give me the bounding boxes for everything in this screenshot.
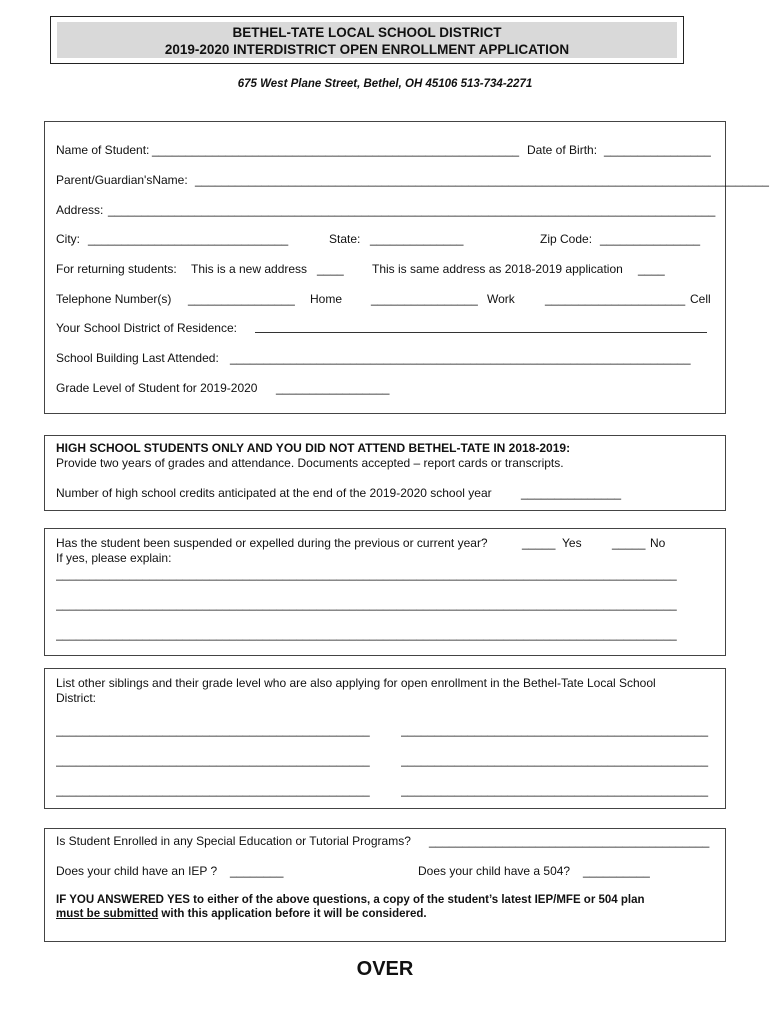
header-banner bbox=[57, 22, 677, 58]
address-label: Address: bbox=[56, 203, 104, 217]
student-name-field[interactable]: _______________________________________________________ bbox=[152, 143, 520, 157]
explain-label: If yes, please explain: bbox=[56, 551, 172, 565]
iep-field[interactable]: ________ bbox=[230, 864, 284, 878]
returning-students-label: For returning students: bbox=[56, 262, 177, 276]
suspension-yes-field[interactable]: _____ bbox=[522, 536, 556, 550]
plan-504-label: Does your child have a 504? bbox=[418, 864, 571, 878]
new-address-label: This is a new address bbox=[191, 262, 308, 276]
credits-label: Number of high school credits anticipated at the end of the 2019-2020 school year bbox=[56, 486, 492, 500]
suspension-yes-label: Yes bbox=[562, 536, 582, 550]
district-address: 675 West Plane Street, Bethel, OH 45106 513-734-2271 bbox=[237, 78, 533, 90]
suspension-no-field[interactable]: _____ bbox=[612, 536, 646, 550]
zip-label: Zip Code: bbox=[540, 232, 593, 246]
explain-line-3[interactable]: _____________________________________________________________________________________________ bbox=[56, 627, 677, 641]
city-label: City: bbox=[56, 232, 80, 246]
home-phone-label: Home bbox=[310, 292, 343, 306]
same-address-label: This is same address as 2018-2019 application bbox=[372, 262, 623, 276]
sibling-field-2a[interactable]: _______________________________________________ bbox=[56, 753, 370, 767]
dob-label: Date of Birth: bbox=[527, 143, 598, 157]
form-title: 2019-2020 INTERDISTRICT OPEN ENROLLMENT APPLICATION bbox=[164, 42, 570, 57]
cell-phone-field[interactable]: _____________________ bbox=[545, 292, 686, 306]
district-title: BETHEL-TATE LOCAL SCHOOL DISTRICT bbox=[232, 25, 502, 40]
iep-notice-line1: IF YOU ANSWERED YES to either of the above questions, a copy of the student’s latest IEP/MFE or 504 plan bbox=[56, 894, 645, 906]
city-field[interactable]: ______________________________ bbox=[88, 232, 289, 246]
zip-field[interactable]: _______________ bbox=[600, 232, 701, 246]
grade-level-label: Grade Level of Student for 2019-2020 bbox=[56, 381, 258, 395]
suspension-no-label: No bbox=[650, 536, 666, 550]
form-header bbox=[50, 16, 684, 64]
siblings-instruction-cont: District: bbox=[56, 691, 96, 705]
sibling-field-1a[interactable]: _______________________________________________ bbox=[56, 723, 370, 737]
sibling-field-1b[interactable]: ______________________________________________ bbox=[401, 723, 708, 737]
address-field[interactable]: ___________________________________________________________________________________________ bbox=[108, 203, 716, 217]
siblings-instruction: List other siblings and their grade level who are also applying for open enrollment in the Bethel-Tate Local School bbox=[56, 676, 656, 690]
sibling-field-3b[interactable]: ______________________________________________ bbox=[401, 783, 708, 797]
work-phone-label: Work bbox=[487, 292, 515, 306]
high-school-note: Provide two years of grades and attendance. Documents accepted – report cards or transcripts. bbox=[56, 456, 564, 470]
cell-phone-label: Cell bbox=[690, 292, 711, 306]
work-phone-field[interactable]: ________________ bbox=[371, 292, 478, 306]
student-name-label: Name of Student: bbox=[56, 143, 150, 157]
special-ed-field[interactable]: __________________________________________ bbox=[429, 834, 710, 848]
sibling-field-2b[interactable]: ______________________________________________ bbox=[401, 753, 708, 767]
high-school-heading: HIGH SCHOOL STUDENTS ONLY AND YOU DID NOT ATTEND BETHEL-TATE IN 2018-2019: bbox=[56, 441, 571, 455]
over-indicator: OVER bbox=[356, 958, 414, 980]
must-be-submitted-text: must be submitted bbox=[56, 908, 159, 920]
suspension-question: Has the student been suspended or expelled during the previous or current year? bbox=[56, 536, 488, 550]
guardian-name-label: Parent/Guardian'sName: bbox=[56, 173, 188, 187]
explain-line-1[interactable]: _____________________________________________________________________________________________ bbox=[56, 567, 677, 581]
building-attended-label: School Building Last Attended: bbox=[56, 351, 219, 365]
iep-label: Does your child have an IEP ? bbox=[56, 864, 218, 878]
district-residence-label: Your School District of Residence: bbox=[56, 321, 237, 335]
same-address-field[interactable]: ____ bbox=[638, 262, 665, 276]
guardian-name-field[interactable]: ______________________________________________________________________________________ bbox=[195, 173, 769, 187]
grade-level-field[interactable]: _________________ bbox=[276, 381, 390, 395]
building-attended-field[interactable]: _____________________________________________________________________ bbox=[230, 351, 691, 365]
special-ed-question: Is Student Enrolled in any Special Education or Tutorial Programs? bbox=[56, 834, 411, 848]
dob-field[interactable]: ________________ bbox=[604, 143, 711, 157]
iep-notice-line2 bbox=[56, 908, 427, 920]
state-label: State: bbox=[329, 232, 361, 246]
district-residence-field[interactable] bbox=[255, 332, 707, 333]
telephone-label: Telephone Number(s) bbox=[56, 292, 172, 306]
notice-rest-text: with this application before it will be considered. bbox=[158, 908, 427, 920]
credits-field[interactable]: _______________ bbox=[521, 486, 622, 500]
home-phone-field[interactable]: ________________ bbox=[188, 292, 295, 306]
explain-line-2[interactable]: _____________________________________________________________________________________________ bbox=[56, 597, 677, 611]
new-address-field[interactable]: ____ bbox=[317, 262, 344, 276]
plan-504-field[interactable]: __________ bbox=[583, 864, 650, 878]
sibling-field-3a[interactable]: _______________________________________________ bbox=[56, 783, 370, 797]
state-field[interactable]: ______________ bbox=[370, 232, 464, 246]
